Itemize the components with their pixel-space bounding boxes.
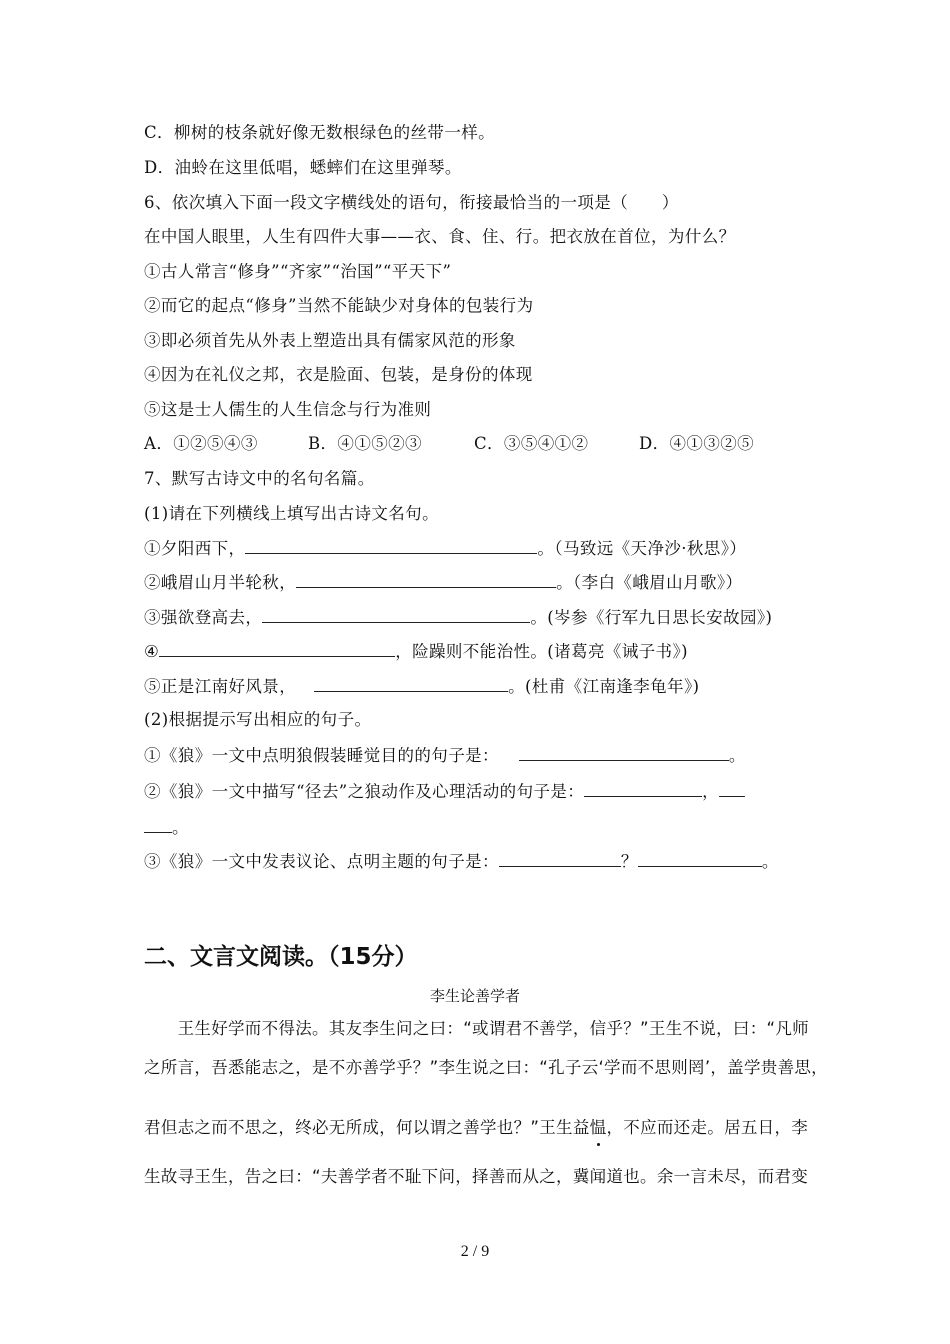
fill-item-4-prompt: ④: [144, 642, 160, 661]
wolf-blank-3b[interactable]: [638, 850, 762, 867]
wolf-item-1-prompt: ①《狼》一文中点明狼假装睡觉目的的句子是：: [144, 746, 499, 765]
answer-option-b: B．④①⑤②③: [308, 434, 422, 453]
answer-option-d: D．④①③②⑤: [639, 434, 755, 453]
fill-item-1: [144, 537, 746, 560]
wolf-blank-3a[interactable]: [499, 850, 621, 867]
wolf-item-1-end: 。: [728, 746, 746, 765]
question-7-stem: 7、默写古诗文中的名句名篇。: [144, 469, 375, 488]
page-number: 2 / 9: [460, 1243, 490, 1260]
section-heading: 二、文言文阅读。（15分）: [144, 944, 418, 970]
wolf-item-1: [144, 744, 746, 767]
fill-item-2: [144, 571, 742, 594]
wolf-item-2-prompt: ②《狼》一文中描写“径去”之狼动作及心理活动的句子是：: [144, 782, 585, 801]
option-c-line: C．柳树的枝条就好像无数根绿色的丝带一样。: [144, 123, 496, 142]
wolf-blank-1[interactable]: [519, 744, 729, 761]
wolf-item-3-question: ？: [620, 852, 638, 871]
passage-line-1: 王生好学而不得法。其友李生问之曰：“或谓君不善学，信乎？”王生不说，曰：“凡师: [144, 1019, 809, 1038]
passage-title: 李生论善学者: [429, 987, 520, 1005]
sentence-3: ③即必须首先从外表上塑造出具有儒家风范的形象: [144, 331, 516, 350]
sentence-1: ①古人常言“修身”“齐家”“治国”“平天下”: [144, 262, 452, 281]
passage-line-3-start: 君但志之而不思之，终必无所成，何以谓之善学也？”王生益: [144, 1118, 590, 1137]
fill-item-4-source: ，险躁则不能治性。(诸葛亮《诫子书》): [395, 642, 688, 661]
sentence-2: ②而它的起点“修身”当然不能缺少对身体的包装行为: [144, 296, 534, 315]
wolf-item-3-prompt: ③《狼》一文中发表议论、点明主题的句子是：: [144, 852, 499, 871]
passage-line-3: [144, 1117, 810, 1139]
fill-item-5-prompt: ⑤正是江南好风景，: [144, 677, 297, 696]
sentence-4: ④因为在礼仪之邦，衣是脸面、包装，是身份的体现: [144, 365, 533, 384]
fill-item-4: [144, 640, 688, 663]
answer-option-c: C．③⑤④①②: [474, 434, 589, 453]
wolf-blank-2a[interactable]: [584, 780, 702, 797]
passage-line-2: 之所言，吾悉能志之，是不亦善学乎？”李生说之曰：“孔子云‘学而不思则罔’，盖学贵善思，: [144, 1058, 828, 1077]
wolf-item-2: [144, 780, 745, 803]
fill-item-1-prompt: ①夕阳西下，: [144, 539, 246, 558]
fill-item-1-source: 。（马致远《天净沙·秋思》）: [537, 539, 747, 558]
fill-item-3-prompt: ③强欲登高去，: [144, 608, 263, 627]
part-1-instruction: (1)请在下列横线上填写出古诗文名句。: [144, 504, 439, 523]
question-6-passage: 在中国人眼里，人生有四件大事——衣、食、住、行。把衣放在首位，为什么？: [144, 227, 736, 246]
wolf-item-2-comma: ，: [702, 782, 720, 801]
answer-option-a: A．①②⑤④③: [144, 434, 258, 453]
fill-blank-3[interactable]: [262, 606, 530, 623]
fill-item-3-source: 。(岑参《行军九日思长安故园》): [530, 608, 773, 627]
fill-blank-5[interactable]: [314, 675, 508, 692]
fill-blank-2[interactable]: [296, 571, 556, 588]
fill-item-2-source: 。（李白《峨眉山月歌》）: [556, 573, 743, 592]
fill-blank-4[interactable]: [159, 640, 395, 657]
wolf-item-3: [144, 850, 779, 873]
part-2-instruction: (2)根据提示写出相应的句子。: [144, 710, 372, 729]
wolf-item-2-end: 。: [172, 818, 189, 837]
wolf-item-2-continued: [144, 816, 189, 839]
fill-item-2-prompt: ②峨眉山月半轮秋，: [144, 573, 297, 592]
option-d-line: D．油蛉在这里低唱，蟋蟀们在这里弹琴。: [144, 158, 462, 177]
wolf-blank-2c[interactable]: [144, 816, 172, 833]
fill-item-5-source: 。(杜甫《江南逢李龟年》): [508, 677, 700, 696]
fill-item-3: [144, 606, 772, 629]
sentence-5: ⑤这是士人儒生的人生信念与行为准则: [144, 400, 432, 419]
wolf-blank-2b[interactable]: [719, 780, 745, 797]
fill-blank-1[interactable]: [245, 537, 537, 554]
answer-options: [144, 433, 755, 455]
fill-item-5: [144, 675, 699, 698]
passage-line-4: 生故寻王生，告之曰：“夫善学者不耻下问，择善而从之，冀闻道也。余一言未尽，而君变: [144, 1167, 809, 1186]
emphasized-character: 愠: [589, 1118, 607, 1137]
question-6-stem: 6、依次填入下面一段文字横线处的语句，衔接最恰当的一项是（ ）: [144, 193, 679, 212]
passage-line-3-end: ，不应而还走。居五日，李: [606, 1118, 809, 1137]
wolf-item-3-end: 。: [761, 852, 779, 871]
